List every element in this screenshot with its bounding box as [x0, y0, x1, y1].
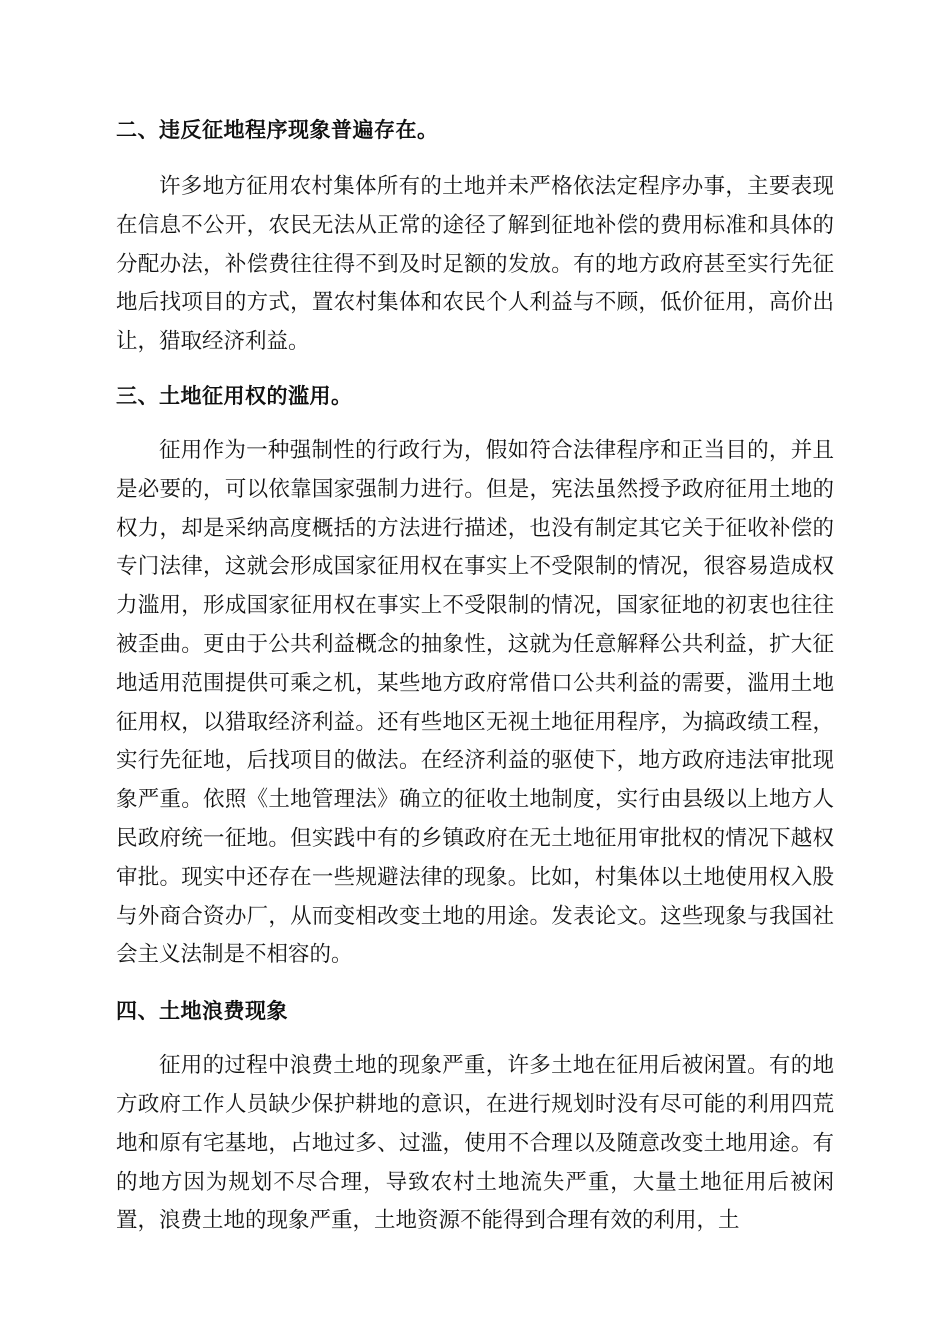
section-heading-procedure-violations: 二、违反征地程序现象普遍存在。: [116, 118, 439, 142]
section-paragraph-procedure-violations: 许多地方征用农村集体所有的土地并未严格依法定程序办事，主要表现在信息不公开，农民无法从正常的途径了解到征地补偿的费用标准和具体的分配办法，补偿费往往得不到及时足额的发放。有的地方政府甚至实行先征地后找项目的方式，置农村集体和农民个人利益与不顾，低价征用，高价出让，猎取经济利益。: [116, 174, 834, 355]
section-heading-expropriation-abuse: 三、土地征用权的滥用。: [116, 383, 353, 408]
section-paragraph-land-waste: 征用的过程中浪费土地的现象严重，许多土地在征用后被闲置。有的地方政府工作人员缺少保护耕地的意识，在进行规划时没有尽可能的利用四荒地和原有宅基地，占地过多、过滥，使用不合理以及随意改变土地用途。有的地方因为规划不尽合理，导致农村土地流失严重，大量土地征用后被闲置，浪费土地的现象严重，土地资源不能得到合理有效的利用，土: [116, 1053, 834, 1234]
document-body: [116, 112, 834, 1241]
section-paragraph-expropriation-abuse: 征用作为一种强制性的行政行为，假如符合法律程序和正当目的，并且是必要的，可以依靠国家强制力进行。但是，宪法虽然授予政府征用土地的权力，却是采纳高度概括的方法进行描述，也没有制定其它关于征收补偿的专门法律，这就会形成国家征用权在事实上不受限制的情况，很容易造成权力滥用，形成国家征用权在事实上不受限制的情况，国家征地的初衷也往往被歪曲。更由于公共利益概念的抽象性，这就为任意解释公共利益，扩大征地适用范围提供可乘之机，某些地方政府常借口公共利益的需要，滥用土地征用权，以猎取经济利益。还有些地区无视土地征用程序，为搞政绩工程，实行先征地，后找项目的做法。在经济利益的驱使下，地方政府违法审批现象严重。依照《土地管理法》确立的征收土地制度，实行由县级以上地方人民政府统一征地。但实践中有的乡镇政府在无土地征用审批权的情况下越权审批。现实中还存在一些规避法律的现象。比如，村集体以土地使用权入股与外商合资办厂，从而变相改变土地的用途。发表论文。这些现象与我国社会主义法制是不相容的。: [116, 437, 834, 968]
section-heading-land-waste: 四、土地浪费现象: [116, 999, 288, 1024]
